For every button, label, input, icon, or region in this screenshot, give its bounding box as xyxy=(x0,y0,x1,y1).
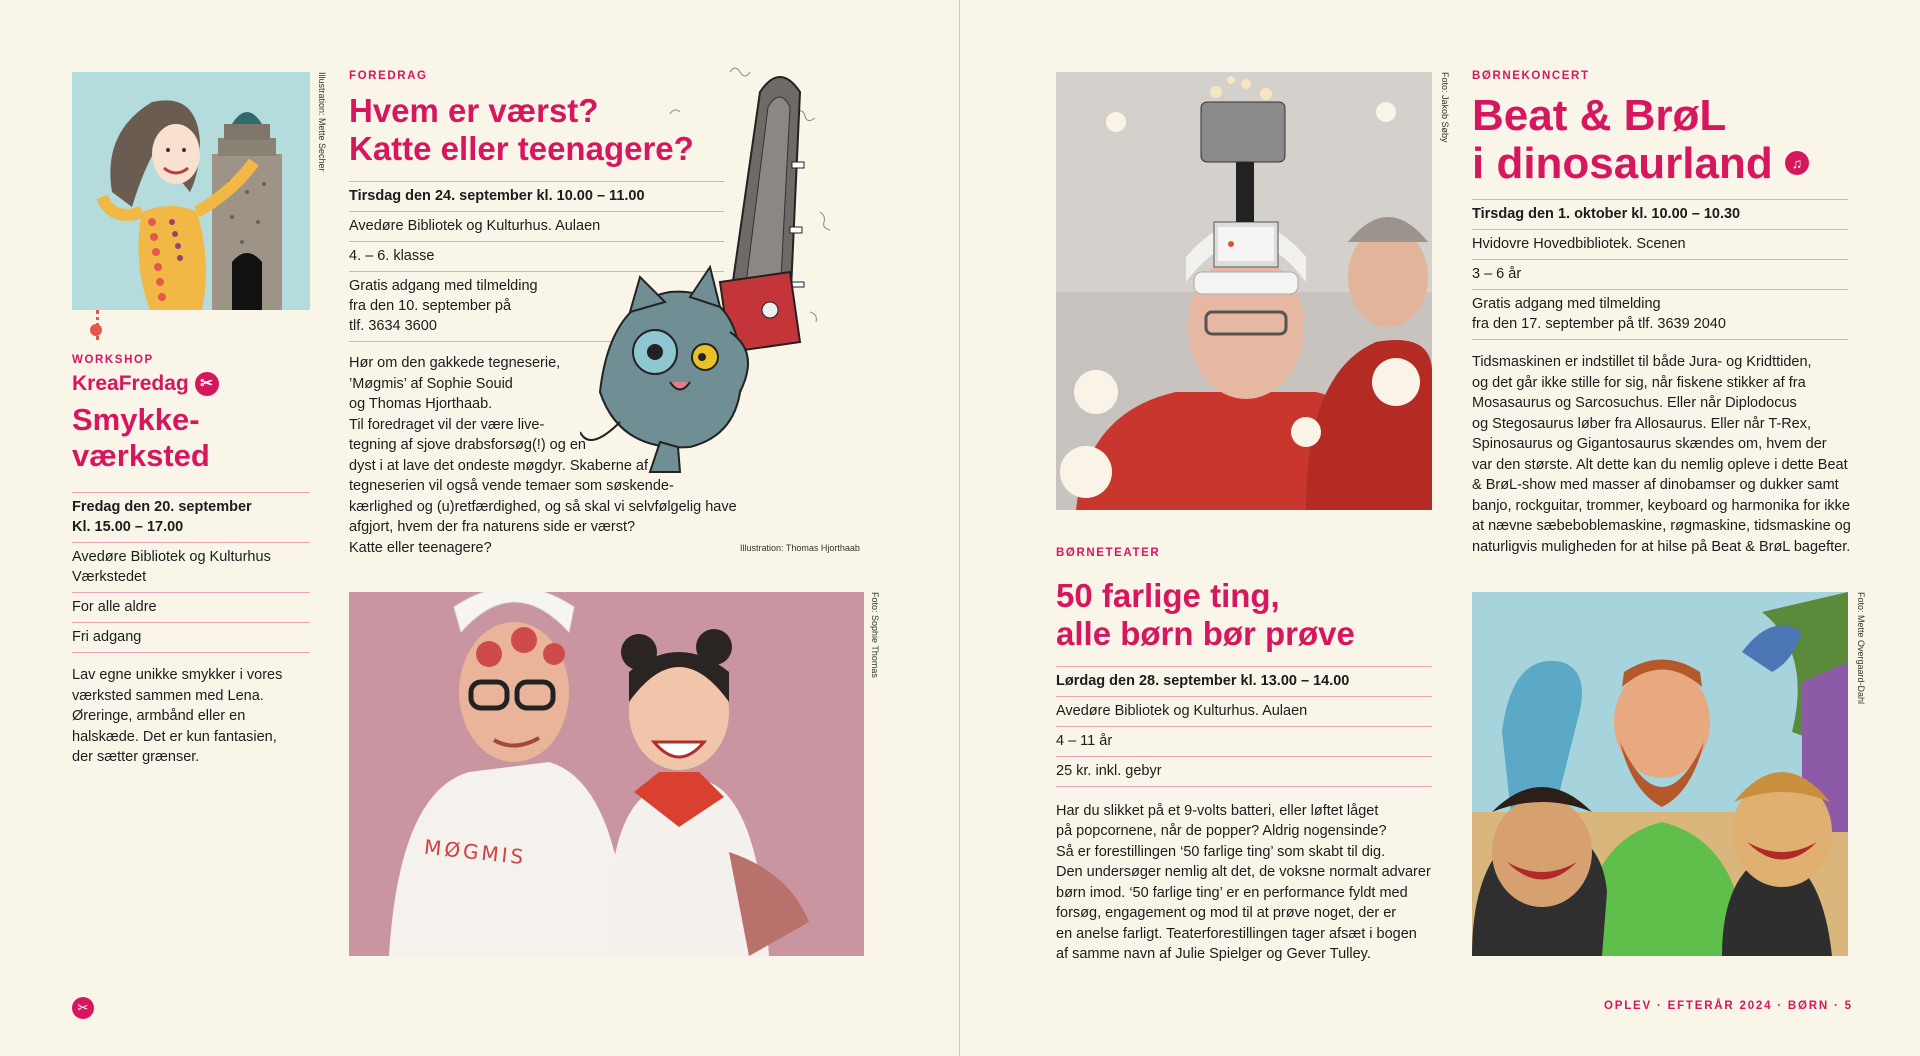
event-info xyxy=(72,492,310,653)
section-kicker: FOREDRAG xyxy=(349,70,428,82)
title-line: Smykke- xyxy=(72,402,200,438)
teater-article xyxy=(1056,547,1432,965)
title-line: alle børn bør prøve xyxy=(1056,615,1355,653)
event-info xyxy=(1056,666,1432,787)
woman-lighthouse-drawing xyxy=(72,72,310,310)
scissors-icon: ✂ xyxy=(72,997,94,1019)
event-info xyxy=(1472,199,1848,340)
scissors-icon: ✂ xyxy=(195,372,219,396)
workshop-article xyxy=(72,354,310,768)
authors-photo xyxy=(349,592,864,956)
dinosaur-photo-art xyxy=(1472,592,1848,956)
section-kicker: BØRNETEATER xyxy=(1056,547,1161,559)
dinosaur-puppets-photo xyxy=(1472,592,1848,956)
info-price: Gratis adgang med tilmelding fra den 10. september på tlf. 3634 3600 xyxy=(349,272,724,342)
article-title xyxy=(1472,92,1848,187)
body-text: Har du slikket på et 9-volts batteri, eller løftet låget på popcornene, når de popper? Aldrig nogensinde? Så er forestillingen ‘50 farlige ting’ som skabt til dig. Den undersøger nemlig alt det, de voksne normalt advarer børn imod. ‘50 farlige ting’ er en performance fyldt med forsøg, engagement og mod til at prøve noget, der er en anelse farligt. Teaterforestillingen tager afsæt i bogen af samme navn af Julie Spielger og Gever Tulley. xyxy=(1056,802,1431,963)
info-price: 25 kr. inkl. gebyr xyxy=(1056,757,1432,787)
body-text: Hør om den gakkede tegneserie, ’Møgmis’ af Sophie Souid og Thomas Hjorthaab. Til foredraget vil der være live- tegning af sjove drabsforsøg(!) og en dyst i at lave det ondeste møgdyr. Skaberne af tegneserien vil også vende temaer som søskende- kærlighed og (u)retfærdighed, og så skal vi selvfølgelig have afgjort, hvem der fra naturens side er værst? Katte eller teenagere? xyxy=(349,355,737,556)
info-date: Lørdag den 28. september kl. 13.00 – 14.00 xyxy=(1056,666,1432,697)
music-note-icon: ♫ xyxy=(1785,151,1809,175)
article-title xyxy=(72,402,310,474)
series-title xyxy=(72,372,310,396)
page-footer: OPLEV · EFTERÅR 2024 · BØRN · 5 xyxy=(1604,1000,1853,1012)
info-age: 4 – 11 år xyxy=(1056,727,1432,757)
info-price: Fri adgang xyxy=(72,623,310,653)
section-kicker: WORKSHOP xyxy=(72,354,154,366)
photo-credit: Foto: Jakob Søby xyxy=(1440,72,1450,143)
info-venue: Avedøre Bibliotek og Kulturhus. Aulaen xyxy=(1056,697,1432,727)
illustration-credit: Illustration: Mette Secher xyxy=(317,72,327,172)
performer-photo-art xyxy=(1056,72,1432,510)
title-line: 50 farlige ting, xyxy=(1056,577,1280,614)
title-line: værksted xyxy=(72,438,210,474)
photo-credit: Foto: Mette Overgaard-Dahl xyxy=(1856,592,1866,705)
authors-photo-art xyxy=(349,592,864,956)
cat-drawing xyxy=(580,52,880,482)
body-text: Tidsmaskinen er indstillet til både Jura- og Kridttiden, og det går ikke stille for sig, når fiskene stikker af fra Mosasaurus og Sarcosuchus. Eller når Diplodocus og Stegosaurus løber fra Allosaurus. Eller når T-Rex, Spinosaurus og Gigantosaurus skændes om, hvem der var den største. Alt dette kan du nemlig opleve i dette Beat & BrøL-show med masser af dinobamser og dukker samt banjo, rockguitar, trommer, keyboard og harmonika for ikke at nævne sæbeboblemaskine, røgmaskine, tidsmaskine og naturligvis muligheden for at hilse på Beat & BrøL bagefter. xyxy=(1472,354,1851,555)
info-date: Tirsdag den 1. oktober kl. 10.00 – 10.30 xyxy=(1472,199,1848,230)
series-label: KreaFredag xyxy=(72,372,189,395)
body-text: Lav egne unikke smykker i vores værksted sammen med Lena. Øreringe, armbånd eller en halskæde. Det er kun fantasien, der sætter grænser. xyxy=(72,667,283,766)
performer-photo xyxy=(1056,72,1432,510)
photo-credit: Foto: Sophie Thomas xyxy=(870,592,880,678)
koncert-article xyxy=(1472,70,1851,557)
info-age: 4. – 6. klasse xyxy=(349,242,724,272)
page-divider xyxy=(959,0,960,1056)
info-age: 3 – 6 år xyxy=(1472,260,1848,290)
info-age: For alle aldre xyxy=(72,593,310,623)
cat-chainsaw-illustration xyxy=(580,52,880,482)
info-venue: Hvidovre Hovedbibliotek. Scenen xyxy=(1472,230,1848,260)
info-venue: Avedøre Bibliotek og Kulturhus Værkstedet xyxy=(72,543,310,593)
bead xyxy=(90,324,102,336)
title-line: Beat & BrøL xyxy=(1472,91,1727,140)
section-kicker: BØRNEKONCERT xyxy=(1472,70,1590,82)
info-venue: Avedøre Bibliotek og Kulturhus. Aulaen xyxy=(349,212,724,242)
info-date: Tirsdag den 24. september kl. 10.00 – 11.00 xyxy=(349,181,724,212)
title-line: Hvem er værst? xyxy=(349,92,599,129)
info-date: Fredag den 20. september Kl. 15.00 – 17.00 xyxy=(72,492,310,543)
title-line: Katte eller teenagere? xyxy=(349,130,694,168)
info-price: Gratis adgang med tilmelding fra den 17. september på tlf. 3639 2040 xyxy=(1472,290,1848,340)
article-title xyxy=(1056,577,1432,654)
title-line: i dinosaurland xyxy=(1472,138,1773,188)
shirt-print: MØGMIS xyxy=(423,834,528,870)
jewelry-illustration xyxy=(72,72,310,310)
illustration-credit: Illustration: Thomas Hjorthaab xyxy=(740,543,860,553)
